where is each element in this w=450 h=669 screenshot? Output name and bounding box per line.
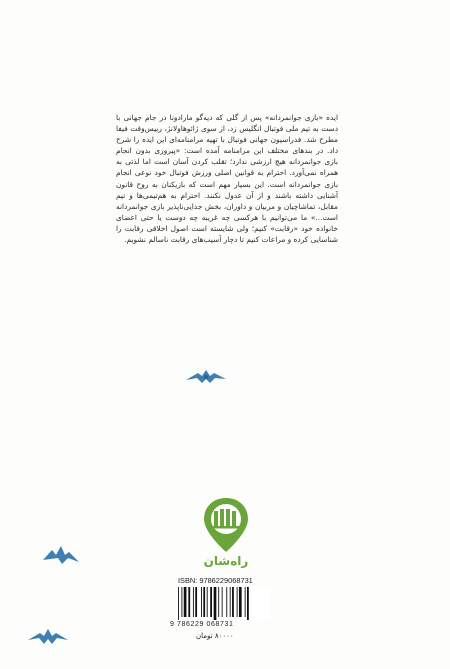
barcode-bar — [184, 587, 187, 617]
map-pin-books-icon — [200, 496, 252, 554]
pigeon-icon — [40, 544, 82, 566]
barcode-bar — [247, 587, 249, 620]
barcode-bar — [188, 587, 190, 617]
blurb-paragraph: ایده «بازی جوانمردانه» پس از گلی که دیه‌گو مارادونا در جام جهانی با دست به تیم ملی فوتبال انگلیس زد، از سوی ژائوهاولانژ، رییس‌وقت فیفا مطرح شد. فدراسیون جهانی فوتبال با تهیه مرامنامه‌ای این ایده را شرح داد. در بندهای مختلف این مرامنامه آمده است: «پیروزی بدون انجام بازی جوانمردانه هیچ ارزشی ندارد؛ تقلب کردن آسان است اما لذتی به همراه نمی‌آورد. احترام به قوانین اصلی ورزش فوتبال خود نوعی انجام بازی جوانمردانه است. این بسیار مهم است که بازیکنان به روح قانون آشنایی داشته باشند و از آن عدول نکنند. احترام به هم‌تیمی‌ها و تیم مقابل، تماشاچیان و مربیان و داوران، بخش جدایی‌ناپذیر بازی جوانمردانه است...» ما می‌توانیم با هرکسی چه غریبه چه دوست یا حتی اعضای خانواده خود «رقابت» کنیم؛ ولی شایسته است اصول اخلاقی رقابت را شناسایی کرده و مراعات کنیم تا دچار آسیب‌های رقابت ناسالم نشویم. — [116, 113, 338, 245]
barcode-bar — [201, 587, 202, 617]
publisher-name: راه‌شان — [203, 554, 249, 568]
barcode-bar — [222, 587, 223, 617]
barcode-bar — [178, 587, 179, 620]
barcode-bar — [218, 587, 219, 617]
barcode-bar — [193, 587, 194, 617]
back-cover-blurb — [116, 112, 338, 245]
barcode-bar — [181, 587, 182, 617]
barcode-bar — [210, 587, 212, 617]
isbn-label: ISBN: 9786229068731 — [178, 576, 253, 585]
pigeon-icon — [184, 366, 228, 386]
barcode-bar — [226, 587, 227, 617]
barcode-bar — [237, 587, 238, 617]
barcode-bar — [207, 587, 208, 617]
barcode-bar — [239, 587, 242, 617]
barcode-number: 9 786229 068731 — [170, 621, 234, 628]
price-label: ۸۰۰۰۰ تومان — [196, 632, 234, 640]
barcode-bar — [214, 587, 217, 620]
barcode — [176, 587, 270, 620]
publisher-logo — [200, 496, 252, 576]
barcode-bar — [203, 587, 205, 617]
barcode-bar — [230, 587, 231, 617]
barcode-bar — [195, 587, 197, 617]
barcode-bar — [232, 587, 234, 617]
pigeon-icon — [26, 626, 70, 646]
barcode-bar — [245, 587, 246, 617]
